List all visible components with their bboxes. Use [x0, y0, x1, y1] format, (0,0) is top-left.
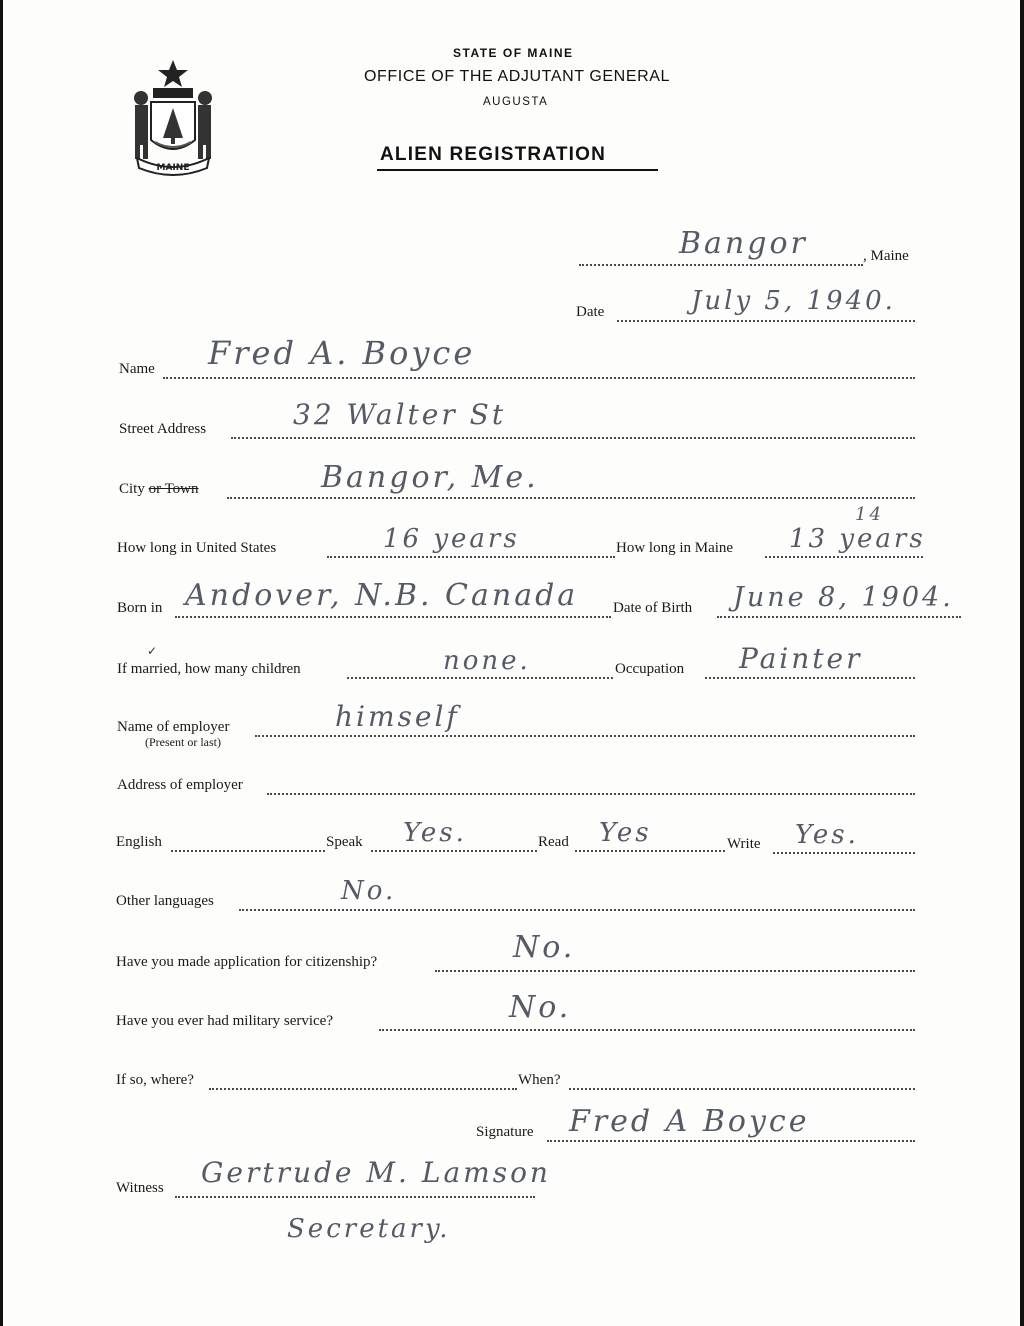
dob-label: Date of Birth	[613, 600, 693, 616]
married-line	[347, 677, 613, 679]
born-value: Andover, N.B. Canada	[185, 578, 579, 613]
name-value: Fred A. Boyce	[208, 334, 476, 372]
occupation-label: Occupation	[615, 661, 685, 677]
date-line	[617, 320, 915, 322]
military-value: No.	[509, 990, 572, 1025]
read-label: Read	[538, 834, 569, 850]
married-label: If married, how many children	[117, 661, 301, 677]
military-label: Have you ever had military service?	[116, 1013, 333, 1029]
dob-value: June 8, 1904.	[733, 582, 954, 613]
born-label: Born in	[117, 600, 163, 616]
header-office: OFFICE OF THE ADJUTANT GENERAL	[364, 68, 671, 85]
employer-line	[255, 735, 915, 737]
employer-label: Name of employer	[117, 719, 230, 735]
english-label: English	[116, 834, 162, 850]
other-languages-label: Other languages	[116, 893, 214, 909]
how-long-us-value: 16 years	[383, 524, 520, 554]
employer-value: himself	[335, 700, 460, 733]
occupation-value: Painter	[739, 642, 863, 675]
how-long-us-label: How long in United States	[117, 540, 277, 556]
employer-address-line	[267, 793, 915, 795]
header-city: AUGUSTA	[483, 96, 549, 108]
when-line	[569, 1088, 915, 1090]
witness-label: Witness	[116, 1180, 164, 1196]
citizenship-label: Have you made application for citizenship?	[116, 954, 378, 970]
how-long-us-line	[327, 556, 615, 558]
born-line	[175, 616, 611, 618]
title-underline	[377, 169, 658, 171]
city-label-prefix: City	[119, 481, 149, 497]
signature-label: Signature	[476, 1124, 534, 1140]
check-mark-icon: ✓	[147, 644, 158, 658]
how-long-maine-value: 13 years	[789, 524, 926, 554]
how-long-maine-label: How long in Maine	[616, 540, 734, 556]
where-line	[209, 1088, 517, 1090]
place-line	[579, 264, 863, 266]
city-label	[119, 481, 199, 498]
place-value: Bangor	[679, 226, 808, 261]
english-line	[171, 850, 325, 852]
speak-value: Yes.	[403, 818, 467, 848]
where-label: If so, where?	[116, 1072, 194, 1088]
city-value: Bangor, Me.	[321, 460, 539, 495]
street-label: Street Address	[119, 421, 207, 437]
how-long-maine-correction: 14	[855, 504, 884, 525]
date-value: July 5, 1940.	[691, 286, 896, 316]
place-suffix: , Maine	[863, 248, 909, 264]
witness-line	[175, 1196, 535, 1198]
read-value: Yes	[599, 818, 652, 848]
street-value: 32 Walter St	[293, 398, 507, 431]
signature-value: Fred A Boyce	[569, 1104, 810, 1139]
occupation-line	[705, 677, 915, 679]
city-label-struck: or Town	[148, 481, 199, 497]
date-label: Date	[576, 304, 605, 320]
employer-sublabel: (Present or last)	[145, 735, 221, 749]
witness-value: Gertrude M. Lamson	[201, 1156, 551, 1189]
when-label: When?	[518, 1072, 561, 1088]
write-value: Yes.	[795, 820, 859, 850]
city-line	[227, 497, 915, 499]
military-line	[379, 1029, 915, 1031]
state-seal-icon	[121, 58, 225, 176]
employer-address-label: Address of employer	[117, 777, 243, 793]
form-title: ALIEN REGISTRATION	[380, 144, 607, 165]
write-label: Write	[727, 836, 761, 852]
speak-label: Speak	[326, 834, 363, 850]
name-label: Name	[119, 361, 155, 377]
other-languages-value: No.	[341, 876, 397, 906]
signature-line	[547, 1140, 915, 1142]
other-languages-line	[239, 909, 915, 911]
name-line	[163, 377, 915, 379]
children-value: none.	[443, 646, 531, 676]
speak-line	[371, 850, 537, 852]
citizenship-value: No.	[513, 930, 576, 965]
seal-text: MAINE	[156, 163, 190, 173]
read-line	[575, 850, 725, 852]
write-line	[773, 852, 915, 854]
dob-line	[717, 616, 961, 618]
how-long-maine-line	[765, 556, 923, 558]
header-state: STATE OF MAINE	[453, 46, 574, 60]
street-line	[231, 437, 915, 439]
witness-title: Secretary.	[287, 1214, 451, 1244]
citizenship-line	[435, 970, 915, 972]
